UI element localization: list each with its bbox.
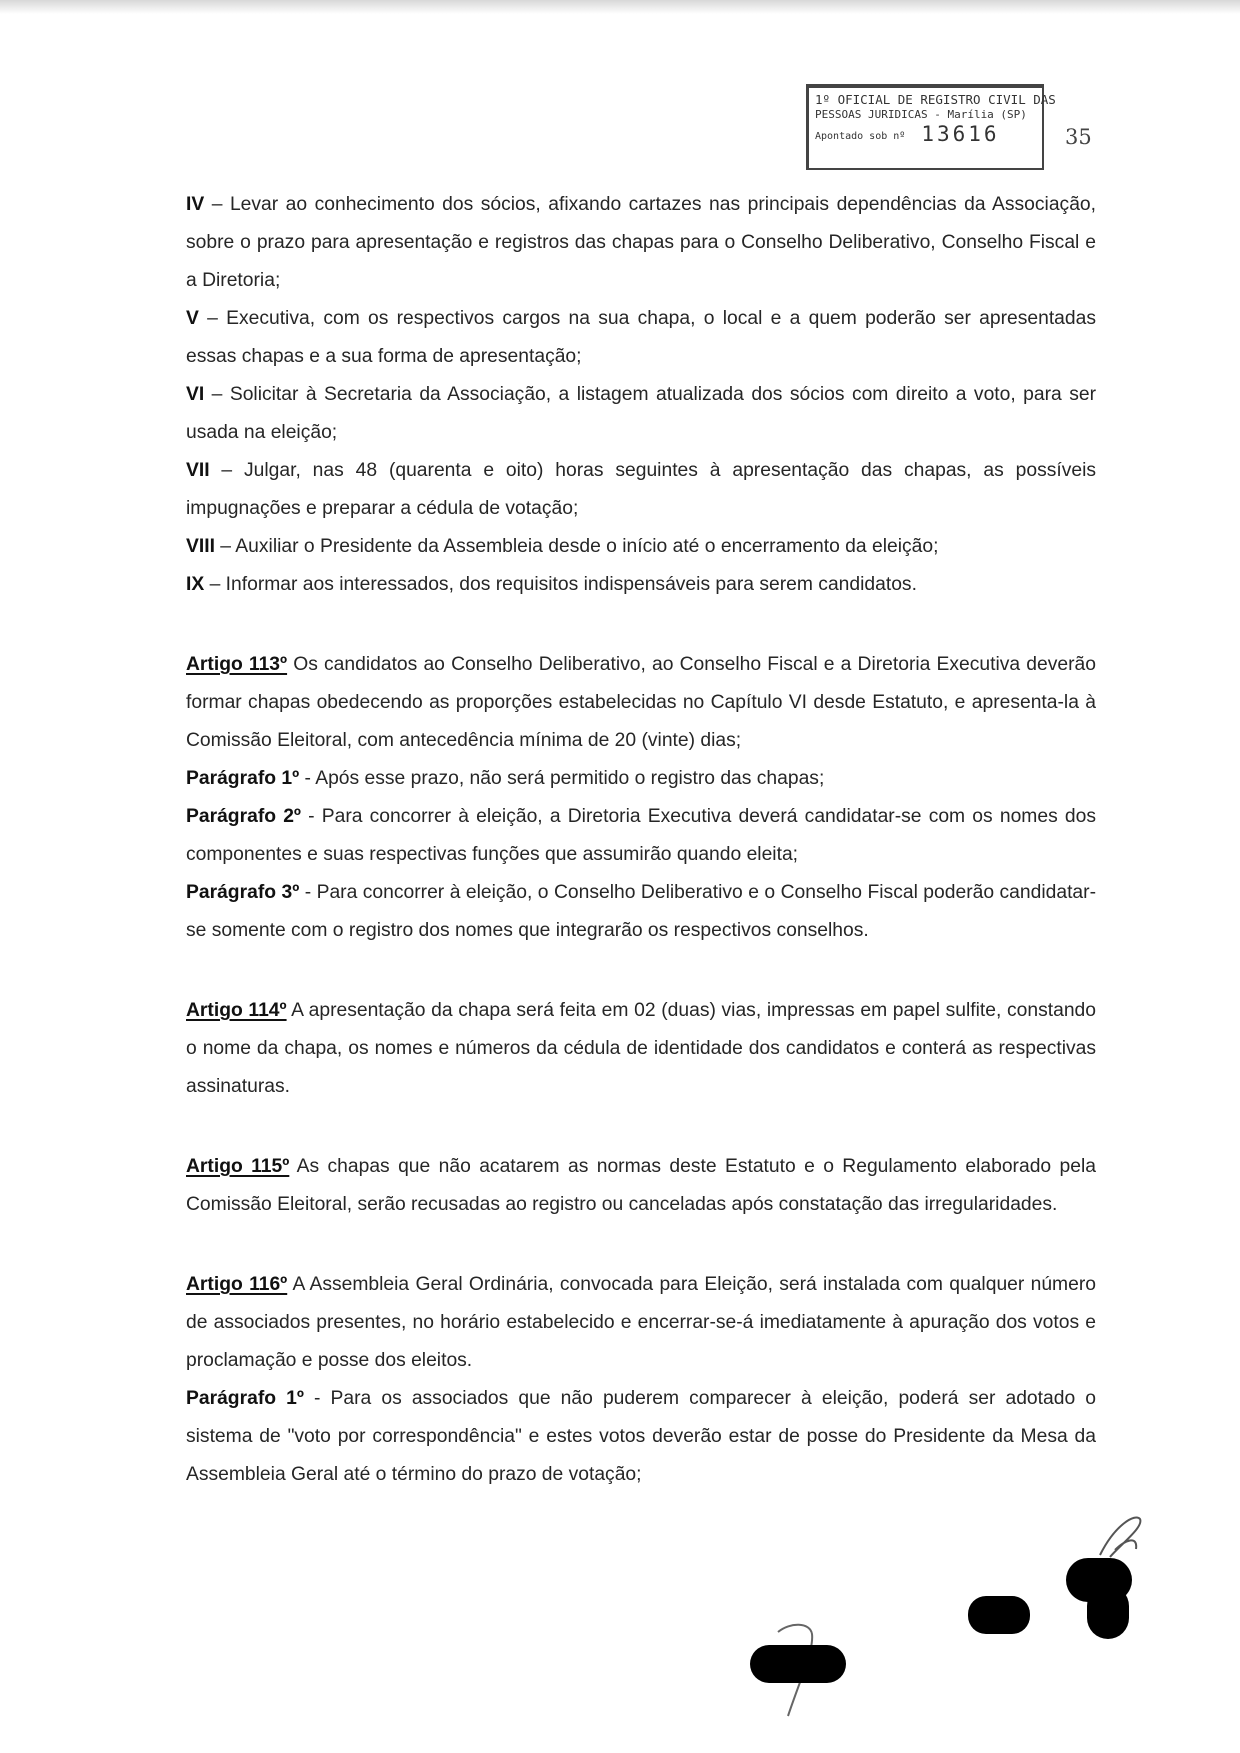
paragraph xyxy=(186,798,1096,874)
article-116 xyxy=(186,1266,1096,1380)
article-title: Artigo 113º xyxy=(186,654,288,675)
article-text: A Assembleia Geral Ordinária, convocada para Eleição, será instalada com qualquer número de associados presentes, no horário estabelecido e encerrar-se-á imediatamente à apuração dos votos e proclamação e posse dos eleitos. xyxy=(186,1274,1096,1371)
paragraph-text: - Para concorrer à eleição, o Conselho Deliberativo e o Conselho Fiscal poderão candidatar-se somente com o registro dos nomes que integrarão os respectivos conselhos. xyxy=(186,882,1097,941)
paragraph-text: - Após esse prazo, não será permitido o registro das chapas; xyxy=(299,768,825,789)
redaction-mark xyxy=(1087,1585,1129,1639)
stamp-label: Apontado sob nº xyxy=(815,131,906,142)
paragraph-label: Parágrafo 3º xyxy=(186,882,300,903)
item-text: – Julgar, nas 48 (quarenta e oito) horas seguintes à apresentação das chapas, as possíveis impugnações e preparar a cédula de votação; xyxy=(186,460,1096,519)
paragraph-label: Parágrafo 2º xyxy=(186,806,301,827)
registry-stamp xyxy=(806,84,1056,170)
section-gap xyxy=(186,1224,1096,1266)
article-title: Artigo 115º xyxy=(186,1156,290,1177)
stamp-line-1: 1º OFICIAL DE REGISTRO CIVIL DAS xyxy=(815,92,1056,107)
paragraph xyxy=(186,874,1096,950)
article-113 xyxy=(186,646,1096,760)
item-text: – Informar aos interessados, dos requisitos indispensáveis para serem candidatos. xyxy=(204,574,917,595)
item-text: – Levar ao conhecimento dos sócios, afixando cartazes nas principais dependências da Associação, sobre o prazo para apresentação e registros das chapas para o Conselho Deliberativo, Conselho Fiscal e a Diretoria; xyxy=(186,194,1096,291)
list-item xyxy=(186,528,1096,566)
article-115 xyxy=(186,1148,1096,1224)
item-label: VIII xyxy=(186,536,215,557)
list-item xyxy=(186,376,1096,452)
article-114 xyxy=(186,992,1096,1106)
list-item xyxy=(186,452,1096,528)
paragraph xyxy=(186,760,1096,798)
paragraph-label: Parágrafo 1º xyxy=(186,1388,304,1409)
article-text: As chapas que não acatarem as normas deste Estatuto e o Regulamento elaborado pela Comissão Eleitoral, serão recusadas ao registro ou canceladas após constatação das irregularidades. xyxy=(186,1156,1096,1215)
item-label: IV xyxy=(186,194,205,215)
paragraph xyxy=(186,1380,1096,1494)
item-label: VI xyxy=(186,384,205,405)
scan-top-edge xyxy=(0,0,1240,14)
item-label: IX xyxy=(186,574,205,595)
item-text: – Solicitar à Secretaria da Associação, a listagem atualizada dos sócios com direito a voto, para ser usada na eleição; xyxy=(186,384,1096,443)
page-number: 35 xyxy=(1065,125,1092,149)
document-body xyxy=(186,186,1096,1494)
stamp-line-2: PESSOAS JURIDICAS - Marília (SP) xyxy=(815,108,1027,121)
article-text: Os candidatos ao Conselho Deliberativo, ao Conselho Fiscal e a Diretoria Executiva deverão formar chapas obedecendo as proporções estabelecidas no Capítulo VI desde Estatuto, e apresenta-la à Comissão Eleitoral, com antecedência mínima de 20 (vinte) dias; xyxy=(186,654,1096,751)
list-item xyxy=(186,566,1096,604)
section-gap xyxy=(186,1106,1096,1148)
paragraph-text: - Para os associados que não puderem comparecer à eleição, poderá ser adotado o sistema de "voto por correspondência" e estes votos deverão estar de posse do Presidente da Mesa da Assembleia Geral até o término do prazo de votação; xyxy=(186,1388,1096,1485)
item-label: V xyxy=(186,308,199,329)
redaction-mark xyxy=(750,1645,846,1683)
stamp-line-3 xyxy=(815,122,1036,149)
section-gap xyxy=(186,950,1096,992)
article-text: A apresentação da chapa será feita em 02 (duas) vias, impressas em papel sulfite, constando o nome da chapa, os nomes e números da cédula de identidade dos candidatos e conterá as respectivas assinaturas. xyxy=(186,1000,1096,1097)
article-title: Artigo 114º xyxy=(186,1000,287,1021)
article-title: Artigo 116º xyxy=(186,1274,288,1295)
list-item xyxy=(186,300,1096,376)
item-text: – Executiva, com os respectivos cargos na sua chapa, o local e a quem poderão ser apresentadas essas chapas e a sua forma de apresentação; xyxy=(186,308,1096,367)
list-item xyxy=(186,186,1096,300)
section-gap xyxy=(186,604,1096,646)
item-text: – Auxiliar o Presidente da Assembleia desde o início até o encerramento da eleição; xyxy=(214,536,939,557)
paragraph-text: - Para concorrer à eleição, a Diretoria Executiva deverá candidatar-se com os nomes dos componentes e suas respectivas funções que assumirão quando eleita; xyxy=(186,806,1096,865)
paragraph-label: Parágrafo 1º xyxy=(186,768,300,789)
stamp-number: 13616 xyxy=(921,122,1000,146)
item-label: VII xyxy=(186,460,210,481)
redaction-mark xyxy=(968,1596,1030,1634)
